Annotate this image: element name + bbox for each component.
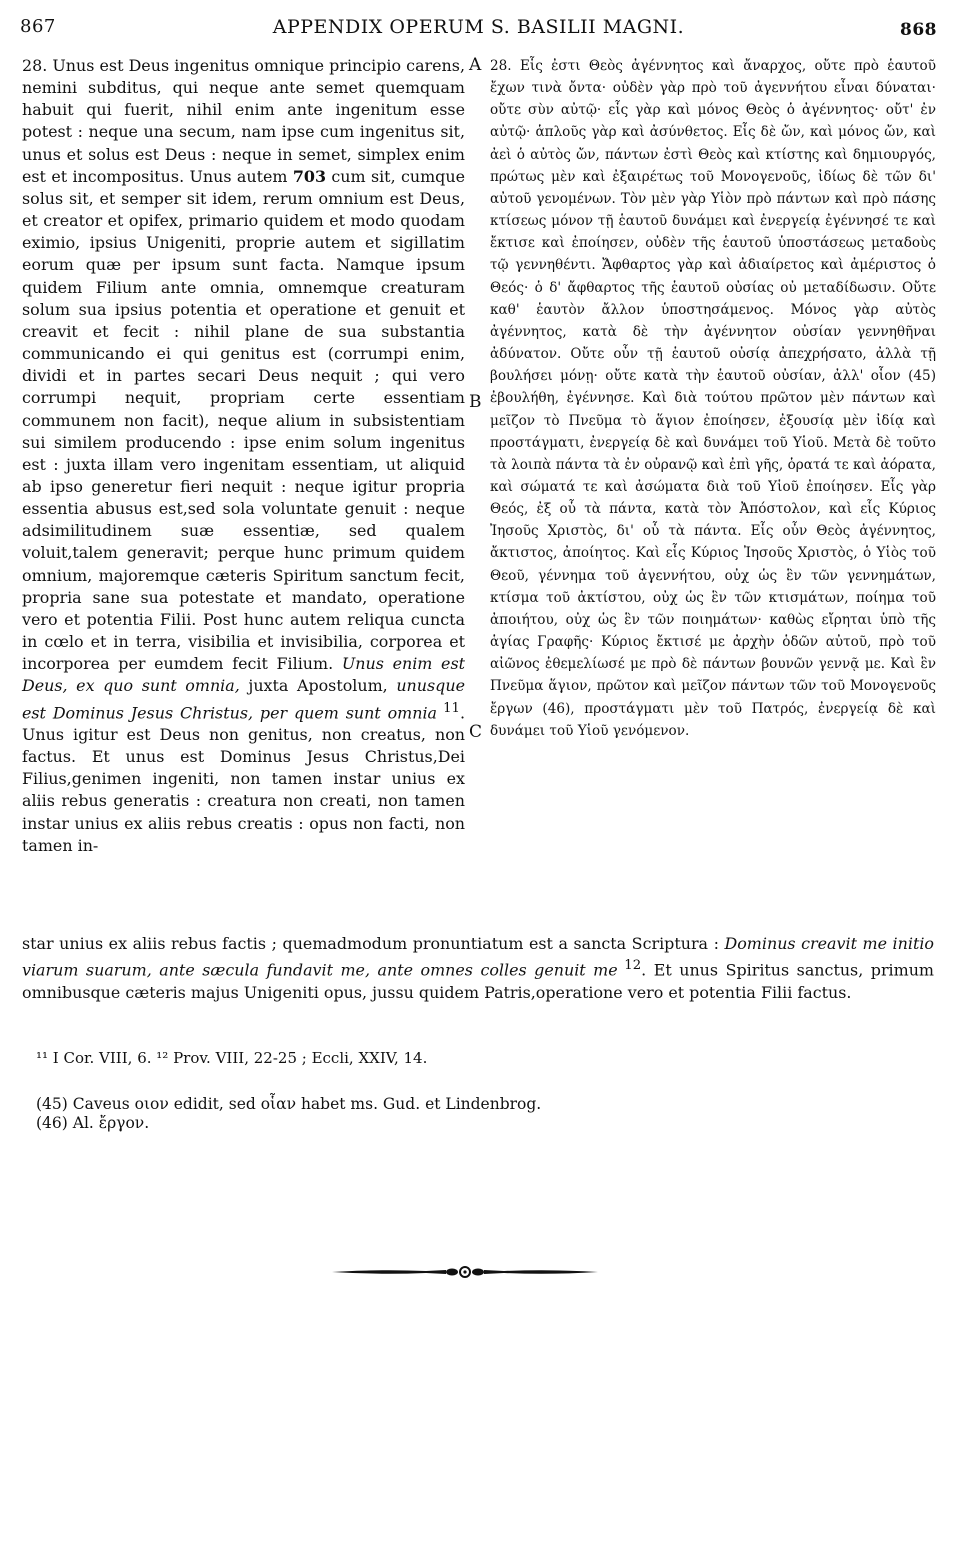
latin-text-4: . Unus igitur est Deus non genitus, non creatus, non factus. Et unus est Dominus Jesus Christus,Dei Filius,genimen ingeniti, non tamen instar unius ex aliis rebus generatis : creatura non creati, non tamen instar unius ex aliis rebus creatis : opus non facti, non tamen in-: [22, 702, 465, 855]
variant-note-46: (46) Al. ἔργον.: [36, 1114, 150, 1132]
footnotes: [36, 1048, 916, 1068]
page-header: [20, 14, 937, 44]
page-number-left: 867: [20, 16, 56, 37]
footnote-ref-11: 11: [437, 700, 460, 716]
latin-text-3: juxta Apostolum,: [239, 676, 397, 696]
variant-notes: [36, 1095, 916, 1133]
ornament-divider-icon: [330, 1262, 600, 1282]
column-marker-b: B: [469, 392, 482, 412]
full-width-paragraph: [22, 933, 934, 1004]
margin-number: 703: [292, 166, 326, 186]
running-title: APPENDIX OPERUM S. BASILII MAGNI.: [272, 16, 685, 38]
scripture-quote: Dominus creavit me initio viarum suarum, ante sæcula fundavit me, ante omnes colles genuit me: [22, 934, 934, 980]
latin-column: [22, 55, 465, 857]
latin-quote-2: unusque est Dominus Jesus Christus, per quem sunt omnia: [22, 676, 465, 722]
column-marker-c: C: [469, 722, 483, 742]
greek-paragraph: 28. Εἷς ἐστι Θεὸς ἀγέννητος καὶ ἄναρχος, οὔτε πρὸ ἑαυτοῦ ἔχων τινὰ ὄντα· οὐδὲν γὰρ πρὸ τοῦ ἀγεννήτου εἶναι δύναται· οὔτε σὺν αὐτῷ· εἷς γὰρ καὶ μόνος Θεὸς ὁ ἀγέννητος· οὔτ' ἐν αὐτῷ· ἁπλοῦς γὰρ καὶ ἀσύνθετος. Εἷς δὲ ὤν, καὶ μόνος ὤν, καὶ ἀεὶ ὁ αὐτὸς ὤν, πάντων ἐστὶ Θεὸς καὶ κτίστης καὶ δημιουργός, πρώτως μὲν καὶ ἐξαιρέτως τοῦ Μονογενοῦς, ἰδίως δὲ τῶν δι' αὐτοῦ γενομένων. Τὸν μὲν γὰρ Υἱὸν πρὸ πάντων καὶ πρὸ πάσης κτίσεως μόνον τῇ ἑαυτοῦ δυνάμει καὶ ἐνεργείᾳ ἐγέννησέ τε καὶ ἔκτισε καὶ ἐποίησεν, οὐδὲν τῆς ἑαυτοῦ ὑποστάσεως μεταδοὺς τῷ γεννηθέντι. Ἄφθαρτος γὰρ καὶ ἀδιαίρετος καὶ ἀμέριστος ὁ Θεός· ὁ δ' ἄφθαρτος τῆς ἑαυτοῦ οὐσίας οὐ μεταδίδωσιν. Οὔτε καθ' ἑαυτὸν ἄλλον ὑποστησάμενος. Μόνος γὰρ αὐτὸς ἀγέννητος, κατὰ δὲ τὴν ἀγέννητον οὐσίαν γεννηθῆναι ἀδύνατον. Οὔτε οὖν τῇ ἑαυτοῦ οὐσίᾳ ἀπεχρήσατο, ἀλλὰ τῇ βουλήσει μόνῃ· οὔτε κατὰ τὴν ἑαυτοῦ οὐσίαν, ἀλλ' οἷον (45) ἐβουλήθη, ἐγέννησε. Καὶ διὰ τούτου πρῶτον μὲν πάντων καὶ μεῖζον τὸ Πνεῦμα τὸ ἅγιον ἐποίησεν, ἐξουσίᾳ μὲν ἰδίᾳ καὶ προστάγματι, ἐνεργείᾳ δὲ καὶ δυνάμει τοῦ Υἱοῦ. Μετὰ δὲ τοῦτο τὰ λοιπὰ πάντα τὰ ἐν οὐρανῷ καὶ ἐπὶ γῆς, ὁρατά τε καὶ ἀόρατα, καὶ σώματά τε καὶ ἀσώματα διὰ τοῦ Υἱοῦ ἐποίησεν. Εἷς γὰρ Θεός, ἐξ οὗ τὰ πάντα, κατὰ τὸν Ἀπόστολον, καὶ εἷς Κύριος Ἰησοῦς Χριστὸς, δι' οὗ τὰ πάντα. Εἷς οὖν Θεὸς ἀγέννητος, ἄκτιστος, ἀποίητος. Καὶ εἷς Κύριος Ἰησοῦς Χριστὸς, ὁ Υἱὸς τοῦ Θεοῦ, γέννημα τοῦ ἀγεννήτου, οὐχ ὡς ἓν τῶν γεννημάτων, κτίσμα τοῦ ἀκτίστου, οὐχ ὡς ἓν τῶν κτισμάτων, ποίημα τοῦ ἀποιήτου, οὐχ ὡς ἓν τῶν ποιημάτων· καθὼς εἴρηται ὑπὸ τῆς ἁγίας Γραφῆς· Κύριος ἔκτισέ με ἀρχὴν ὁδῶν αὐτοῦ, πρὸ τοῦ αἰῶνος ἐθεμελίωσέ με πρὸ δὲ πάντων βουνῶν γεννᾷ με. Καὶ ἓν Πνεῦμα ἅγιον, πρῶτον καὶ μεῖζον πάντων τῶν τοῦ Μονογενοῦς ἔργων (46), προστάγματι μὲν τοῦ Πατρός, ἐνεργείᾳ δὲ καὶ δυνάμει τοῦ Υἱοῦ γενόμενον.: [490, 58, 936, 739]
footnote-ref-12: 12: [617, 958, 642, 974]
latin-text-1: 28. Unus est Deus ingenitus omnique principio carens, nemini subditus, qui neque ante semet quemquam habuit qui fuerit, nihil enim ante ingenitum esse potest : neque una secum, nam ipse cum ingenitus sit, unus et solus est Deus : neque in semet, simplex enim est et incompositus. Unus autem: [22, 56, 465, 186]
latin-quote-1: Unus enim est Deus, ex quo sunt omnia,: [22, 654, 465, 696]
greek-column: [490, 55, 936, 742]
page-number-right: 868: [900, 20, 937, 40]
variant-note-45: (45) Caveus οιον edidit, sed οἷαν habet ms. Gud. et Lindenbrog.: [36, 1095, 542, 1113]
latin-paragraph: [22, 55, 465, 857]
full-text-a: star unius ex aliis rebus factis ; quemadmodum pronuntiatum est a sancta Scriptura :: [22, 934, 725, 953]
full-text-b: . Et unus Spiritus sanctus, primum omnibusque cæteris majus Unigeniti opus, jussu quidem Patris,operatione vero et potentia Filii factus.: [22, 960, 934, 1002]
latin-text-2: cum sit, cumque solus sit, et semper sit idem, rerum omnium est Deus, et creator et opifex, primario quidem et modo quodam eximio, ipsius Unigeniti, proprie autem et sigillatim eorum quæ per ipsum sunt facta. Namque ipsum quidem Filium ante omnia, omnemque creaturam solum sua ipsius potentia et operatione et genuit et creavit et fecit : nihil plane de sua substantia communicando ei qui genitus est (corrumpi enim, dividi et in partes secari Deus nequit ; qui vero corrumpi nequit, propriam certe essentiam communem non facit), neque alium in subsistentiam sui similem producendo : ipse enim solum ingenitus est : juxta illam vero ingenitam essentiam, ut aliquid ab ipso generetur fieri nequit : neque igitur propria essentia abusus est,sed sola voluntate genuit : neque adsimilitudinem suæ essentiæ, sed qualem voluit,talem generavit; perque hunc primum quidem omnium, majoremque cæteris Spiritum sanctum fecit, propria sane sua potestate et mandato, operatione vero et potentia Filii. Post hunc autem reliqua cuncta in cœlo et in terra, visibilia et invisibilia, corporea et incorporea per eumdem fecit Filium.: [22, 166, 465, 674]
column-marker-a: A: [469, 55, 482, 75]
full-width-text: [22, 933, 934, 1004]
footnote-line: ¹¹ I Cor. VIII, 6. ¹² Prov. VIII, 22-25 ; Eccli, XXIV, 14.: [36, 1049, 428, 1067]
